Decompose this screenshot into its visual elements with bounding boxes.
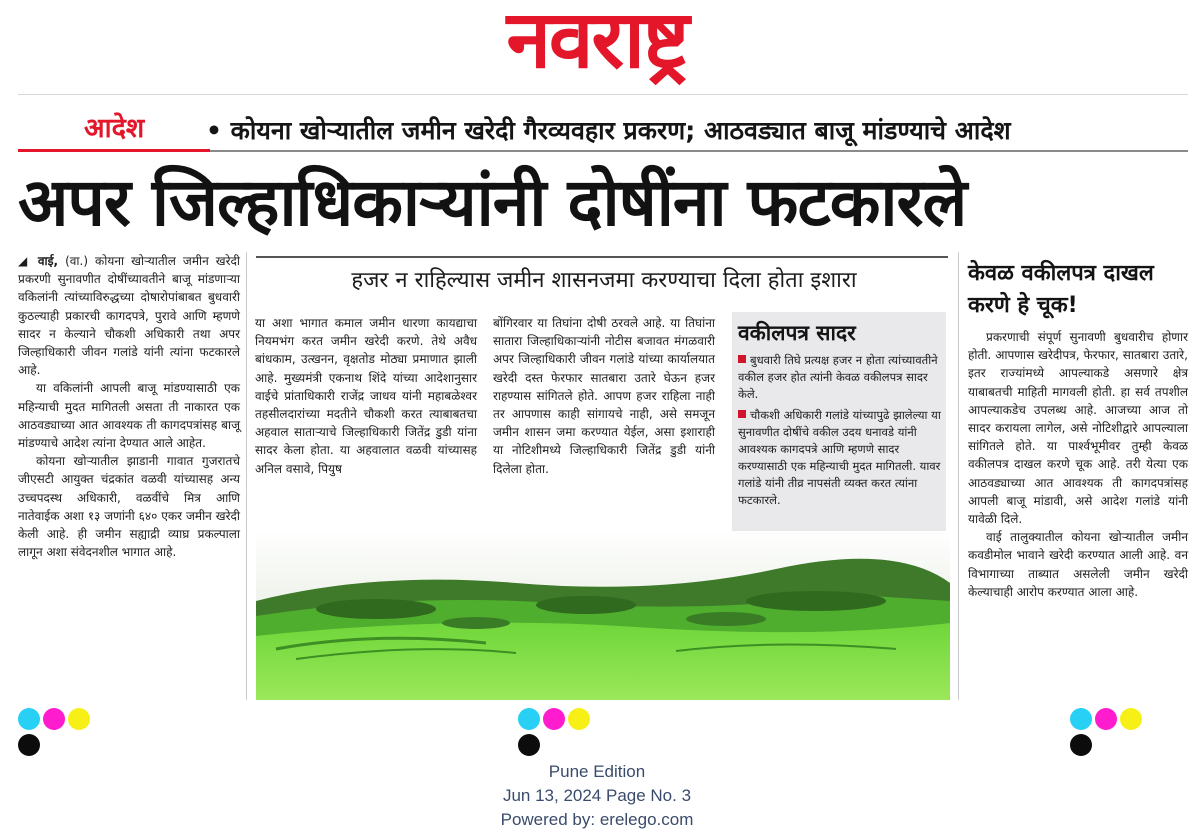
edition-date-page: Jun 13, 2024 Page No. 3	[502, 786, 692, 805]
column1-para-3: कोयना खोऱ्यातील झाडानी गावात गुजरातचे जीएसटी आयुक्त चंद्रकांत वळवी यांच्यासह अन्य उच्चपदस्थ अधिकारी, वळवींचे मित्र आणि नातेवाईक अशा १३ जणांनी ६४० एकर जमीन खरेदी केली आहे. ही जमीन सह्याद्री व्याघ्र प्रकल्पाला लागून अशा संवेदनशील भागात आहे.	[18, 454, 240, 560]
bullet-square-icon	[738, 410, 746, 418]
black-dot-icon	[1070, 734, 1092, 756]
article-column-2	[255, 314, 477, 478]
cmyk-registration-marks	[18, 708, 114, 730]
cmyk-registration-marks	[1070, 708, 1166, 730]
bullet-square-icon	[738, 355, 746, 363]
sidebar-title: वकीलपत्र सादर	[738, 321, 856, 345]
column1-para-1-text: (वा.) कोयना खोऱ्यातील जमीन खरेदी प्रकरणी सुनावणीत दोषींच्यावतीने बाजू मांडणाऱ्या वकिलांनी त्यांच्याविरुद्धच्या दोषारोपांबाबत बुधवारी कुठल्याही प्रकारची कागदपत्रे, पुरावे आणि म्हणणे सादर न केल्याने चौकशी अधिकारी तथा अपर जिल्हाधिकारी जीवन गलांडे यांनी त्यांना फटकारले आहे.	[18, 254, 240, 378]
kicker-rule	[210, 150, 1188, 152]
black-dot-icon	[18, 734, 40, 756]
column2-text: या अशा भागात कमाल जमीन धारणा कायद्याचा नियमभंग करत जमीन खरेदी करणे. तेथे अवैध बांधकाम, उत्खनन, वृक्षतोड मोठ्या प्रमाणात झाली आहे. मुख्यमंत्री एकनाथ शिंदे यांच्या आदेशानुसार वाईचे प्रांताधिकारी राजेंद्र जाधव यांनी महाबळेश्वर तहसीलदारांच्या मदतीने चौकशी करत त्याबाबतचा अहवाल साताऱ्याचे जिल्हाधिकारी जितेंद्र डुडी यांना सादर केला होता. या अहवालात वळवी यांच्यासह अनिल वसावे, पियुष	[255, 316, 477, 476]
yellow-dot-icon	[68, 708, 90, 730]
column-divider	[958, 252, 959, 700]
kicker-text: • कोयना खोऱ्यातील जमीन खरेदी गैरव्यवहार प्रकरण; आठवड्यात बाजू मांडण्याचे आदेश	[206, 116, 1011, 145]
powered-by-link[interactable]: Powered by: erelego.com	[500, 810, 694, 829]
magenta-dot-icon	[543, 708, 565, 730]
cyan-dot-icon	[18, 708, 40, 730]
article-column-1	[18, 252, 240, 561]
cyan-dot-icon	[518, 708, 540, 730]
yellow-dot-icon	[1120, 708, 1142, 730]
sidebar-item-text: चौकशी अधिकारी गलांडे यांच्यापुढे झालेल्या या सुनावणीत दोषींचे वकील उदय धनावडे यांनी आवश्यक कागदपत्रे आणि म्हणणे सादर करण्यासाठी एक महिन्याची मुदत मागितली. यावर गलांडे यांनी तीव्र नापसंती व्यक्त करत त्यांना फटकारले.	[738, 408, 941, 507]
article-column-3	[493, 314, 715, 478]
headline: अपर जिल्हाधिकाऱ्यांनी दोषींना फटकारले	[18, 164, 967, 241]
sidebar-item-text: बुधवारी तिघे प्रत्यक्ष हजर न होता त्यांच्यावतीने वकील हजर होत त्यांनी केवळ वकीलपत्र सादर केले.	[738, 353, 938, 401]
edition-name: Pune Edition	[548, 762, 646, 781]
cmyk-registration-marks	[518, 708, 614, 730]
magenta-dot-icon	[1095, 708, 1117, 730]
right-column-para-1: प्रकरणाची संपूर्ण सुनावणी बुधवारीच होणार होती. आपणास खरेदीपत्र, फेरफार, सातबारा उतारे, इतर राज्यांमध्ये आपल्याकडे असणारे क्षेत्र याबाबतची माहिती मागवली होती. हा सर्व तपशील आपल्याकडेच उपलब्ध आहे. आजच्या आज तो सादर करायला लागेल, असे नोटिशीद्वारे आपल्याला सांगितले होते. या पार्श्वभूमीवर तुम्ही केवळ वकीलपत्र दाखल करणे चूक आहे. तरी येत्या एक आठवड्याच्या आत आवश्यक ती कागदपत्रांसह आपली बाजू मांडावी, असे आदेश गलांडे यांनी यावेळी दिले.	[968, 330, 1188, 527]
sidebar-item	[738, 407, 942, 509]
section-label: आदेश	[84, 113, 145, 144]
column3-text: बोंगिरवार या तिघांना दोषी ठरवले आहे. या तिघांना सातारा जिल्हाधिकाऱ्यांनी नोटीस बजावत मंगळवारी अपर जिल्हाधिकारी जीवन गलांडे यांच्या कार्यालयात खरेदी दस्त फेरफार सातबारा उतारे घेऊन हजर राहण्यास सांगितले होते. आपण हजर राहिला नाही तर आपणास काही सांगायचे नाही, असे समजून जमीन शासन जमा करण्यात येईल, असा इशाराही या नोटिशीमध्ये जिल्हाधिकारी जितेंद्र डुडी यांनी दिलेला होता.	[493, 316, 715, 476]
black-dot-icon	[518, 734, 540, 756]
yellow-dot-icon	[568, 708, 590, 730]
cyan-dot-icon	[1070, 708, 1092, 730]
edition-footer	[0, 760, 1194, 832]
subheadline-rule	[256, 256, 948, 258]
subheadline: हजर न राहिल्यास जमीन शासनजमा करण्याचा दिला होता इशारा	[351, 268, 857, 293]
magenta-dot-icon	[43, 708, 65, 730]
column1-para-1: ◢ वाई, (वा.) कोयना खोऱ्यातील जमीन खरेदी प्रकरणी सुनावणीत दोषींच्यावतीने बाजू मांडणाऱ्या वकिलांनी त्यांच्याविरुद्धच्या दोषारोपांबाबत बुधवारी कुठल्याही प्रकारची कागदपत्रे, पुरावे आणि म्हणणे सादर न केल्याने चौकशी अधिकारी तथा अपर जिल्हाधिकारी जीवन गलांडे यांनी त्यांना फटकारले आहे.	[18, 254, 240, 378]
kicker-rule-accent	[18, 149, 210, 152]
article-column-4	[968, 328, 1188, 601]
right-column-para-2: वाई तालुक्यातील कोयना खोऱ्यातील जमीन कवडीमोल भावाने खरेदी करण्यात आली आहे. वन विभागाच्या ताब्यात असलेली जमीन खरेदी केल्याचाही आरोप करण्यात आला आहे.	[968, 530, 1188, 599]
column-divider	[246, 252, 247, 700]
masthead-divider	[18, 94, 1188, 95]
sidebar-item	[738, 352, 942, 403]
column1-para-2: या वकिलांनी आपली बाजू मांडण्यासाठी एक महिन्याची मुदत मागितली असता ती नाकारत एक आठवड्याच्या आत आवश्यक ती कागदपत्रांसह बाजू मांडण्याचे आदेश त्यांना देण्यात आले आहेत.	[18, 381, 240, 451]
right-column-heading: केवळ वकीलपत्र दाखल करणे हे चूक!	[968, 261, 1154, 318]
dateline: वाई,	[37, 254, 59, 268]
landscape-photo	[256, 531, 950, 700]
masthead-logo: नवराष्ट्र	[506, 0, 688, 86]
